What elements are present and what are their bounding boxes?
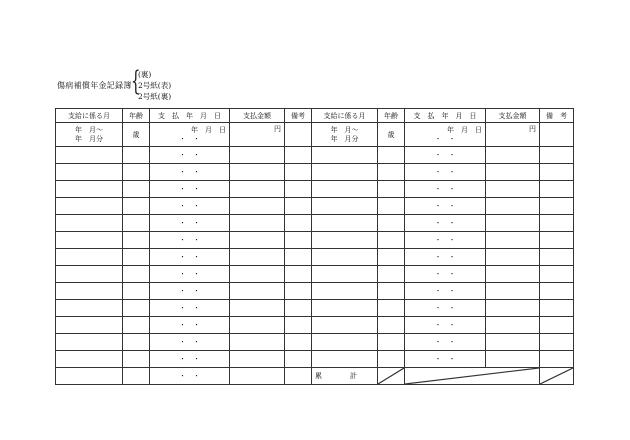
payment-month-cell[interactable] <box>312 300 378 317</box>
age-cell[interactable] <box>123 198 150 215</box>
payment-month-cell[interactable] <box>312 198 378 215</box>
payment-date-cell[interactable] <box>405 351 486 368</box>
date-dots: ・ ・ <box>179 134 200 143</box>
age-cell[interactable] <box>378 123 405 147</box>
table-row <box>56 351 574 368</box>
age-cell[interactable] <box>123 232 150 249</box>
amount-cell[interactable] <box>486 198 540 215</box>
header-remarks: 備考 <box>285 109 312 123</box>
payment-date-cell[interactable] <box>150 266 230 283</box>
payment-month-cell[interactable] <box>56 232 123 249</box>
remarks-cell[interactable] <box>540 164 574 181</box>
payment-month-cell[interactable] <box>56 147 123 164</box>
payment-month-cell[interactable] <box>56 198 123 215</box>
payment-date-cell[interactable] <box>150 147 230 164</box>
age-unit: 歳 <box>387 130 395 139</box>
variant-label: 2号紙(裏) <box>138 92 172 101</box>
amount-cell[interactable] <box>486 123 540 147</box>
remarks-cell[interactable] <box>285 147 312 164</box>
payment-date-cell[interactable] <box>150 123 230 147</box>
date-dots: ・ ・ <box>434 236 456 244</box>
date-dots: ・ ・ <box>179 236 200 244</box>
table-row <box>56 249 574 266</box>
payment-month-cell[interactable] <box>312 317 378 334</box>
amount-cell[interactable] <box>230 317 285 334</box>
remarks-cell[interactable] <box>540 300 574 317</box>
payment-month-cell[interactable] <box>56 351 123 368</box>
date-dots: ・ ・ <box>179 287 200 295</box>
remarks-cell[interactable] <box>540 266 574 283</box>
table-row <box>56 215 574 232</box>
age-cell[interactable] <box>123 164 150 181</box>
payment-date-cell[interactable] <box>405 283 486 300</box>
age-cell[interactable] <box>378 147 405 164</box>
date-dots: ・ ・ <box>434 304 456 312</box>
payment-date-cell[interactable] <box>150 215 230 232</box>
payment-month-cell[interactable] <box>312 283 378 300</box>
date-dots: ・ ・ <box>434 253 456 261</box>
payment-date-cell[interactable] <box>150 368 230 385</box>
remarks-cell[interactable] <box>540 181 574 198</box>
date-dots: ・ ・ <box>434 185 456 193</box>
remarks-cell[interactable] <box>540 249 574 266</box>
remarks-cell[interactable] <box>285 249 312 266</box>
month-from-label: 年 月～ <box>75 125 103 134</box>
date-dots: ・ ・ <box>179 185 200 193</box>
date-dots: ・ ・ <box>434 338 456 346</box>
payment-date-cell[interactable] <box>150 351 230 368</box>
payment-month-cell[interactable] <box>56 215 123 232</box>
payment-date-cell[interactable] <box>405 300 486 317</box>
payment-date-cell[interactable] <box>150 198 230 215</box>
payment-month-cell[interactable] <box>312 164 378 181</box>
age-cell[interactable] <box>378 334 405 351</box>
amount-cell[interactable] <box>230 181 285 198</box>
date-dots: ・ ・ <box>434 168 456 176</box>
amount-cell[interactable] <box>486 334 540 351</box>
amount-cell[interactable] <box>486 147 540 164</box>
age-cell[interactable] <box>378 351 405 368</box>
payment-date-cell[interactable] <box>150 181 230 198</box>
payment-month-cell[interactable] <box>312 249 378 266</box>
payment-month-cell[interactable] <box>56 283 123 300</box>
remarks-cell[interactable] <box>285 317 312 334</box>
date-dots: ・ ・ <box>179 168 200 176</box>
table-row <box>56 181 574 198</box>
document-title: 傷病補償年金記録簿 <box>57 81 132 90</box>
payment-date-cell[interactable] <box>405 334 486 351</box>
table-row <box>56 123 574 147</box>
total-label: 累 計 <box>315 372 357 380</box>
date-dots: ・ ・ <box>179 219 200 227</box>
age-unit: 歳 <box>132 130 140 139</box>
payment-date-cell[interactable] <box>405 249 486 266</box>
header-payment-date: 支 払 年 月 日 <box>405 109 486 123</box>
amount-cell[interactable] <box>230 351 285 368</box>
remarks-cell[interactable] <box>285 351 312 368</box>
date-dots: ・ ・ <box>179 151 200 159</box>
payment-date-cell[interactable] <box>405 215 486 232</box>
payment-month-cell[interactable] <box>312 334 378 351</box>
remarks-cell[interactable] <box>540 123 574 147</box>
date-dots: ・ ・ <box>179 304 200 312</box>
date-label: 年 月 日 <box>447 125 482 134</box>
payment-date-cell[interactable] <box>405 266 486 283</box>
amount-cell[interactable] <box>486 300 540 317</box>
age-cell[interactable] <box>123 300 150 317</box>
date-dots: ・ ・ <box>434 287 456 295</box>
amount-cell[interactable] <box>230 334 285 351</box>
table-row <box>56 300 574 317</box>
amount-cell[interactable] <box>230 232 285 249</box>
remarks-cell[interactable] <box>540 232 574 249</box>
age-cell[interactable] <box>123 215 150 232</box>
payment-month-cell[interactable] <box>312 266 378 283</box>
header-payment-month: 支給に係る月 <box>56 109 123 123</box>
header-age: 年齢 <box>378 109 405 123</box>
age-cell[interactable] <box>123 249 150 266</box>
diagonal-strike <box>378 368 404 384</box>
age-cell[interactable] <box>123 368 150 385</box>
remarks-cell[interactable] <box>285 300 312 317</box>
amount-cell[interactable] <box>486 181 540 198</box>
payment-month-cell[interactable] <box>56 317 123 334</box>
date-dots: ・ ・ <box>179 321 200 329</box>
payment-month-cell[interactable] <box>312 147 378 164</box>
age-cell[interactable] <box>378 215 405 232</box>
table-row <box>56 334 574 351</box>
date-dots: ・ ・ <box>179 202 200 210</box>
payment-month-cell[interactable] <box>56 300 123 317</box>
table-row <box>56 368 574 385</box>
amount-cell[interactable] <box>230 300 285 317</box>
amount-cell[interactable] <box>486 283 540 300</box>
remarks-cell[interactable] <box>540 351 574 368</box>
table-row <box>56 317 574 334</box>
age-cell[interactable] <box>378 164 405 181</box>
month-to-label: 年 月分 <box>330 134 359 143</box>
remarks-cell[interactable] <box>540 334 574 351</box>
age-cell[interactable] <box>378 198 405 215</box>
table-row <box>56 266 574 283</box>
header-amount: 支払金額 <box>486 109 540 123</box>
age-cell[interactable] <box>123 317 150 334</box>
payment-date-cell[interactable] <box>405 147 486 164</box>
payment-month-cell[interactable] <box>312 123 378 147</box>
remarks-cell[interactable] <box>285 232 312 249</box>
remarks-cell[interactable] <box>285 123 312 147</box>
age-cell[interactable] <box>378 317 405 334</box>
amount-cell[interactable] <box>230 198 285 215</box>
amount-cell[interactable] <box>230 164 285 181</box>
date-dots: ・ ・ <box>434 134 456 143</box>
amount-cell[interactable] <box>230 215 285 232</box>
amount-cell[interactable] <box>486 164 540 181</box>
table-row <box>56 164 574 181</box>
header-row <box>56 109 574 123</box>
table-row <box>56 198 574 215</box>
payment-date-cell[interactable] <box>150 164 230 181</box>
payment-date-cell[interactable] <box>405 317 486 334</box>
remarks-cell[interactable] <box>285 164 312 181</box>
brace-mark: { <box>131 66 141 97</box>
date-dots: ・ ・ <box>434 202 456 210</box>
diagonal-strike <box>405 368 539 384</box>
age-cell[interactable] <box>378 249 405 266</box>
variant-label: 2号紙(表) <box>138 81 172 90</box>
payment-month-cell[interactable] <box>312 181 378 198</box>
date-dots: ・ ・ <box>434 321 456 329</box>
payment-date-cell[interactable] <box>405 198 486 215</box>
payment-date-cell[interactable] <box>405 123 486 147</box>
age-cell[interactable] <box>123 334 150 351</box>
remarks-cell[interactable] <box>285 283 312 300</box>
header-payment-month: 支給に係る月 <box>312 109 378 123</box>
date-dots: ・ ・ <box>434 151 456 159</box>
remarks-cell[interactable] <box>285 266 312 283</box>
form-variant-list <box>138 69 171 102</box>
amount-cell[interactable] <box>486 215 540 232</box>
amount-cell[interactable] <box>486 351 540 368</box>
yen-unit: 円 <box>529 125 536 133</box>
age-cell[interactable] <box>378 283 405 300</box>
amount-cell[interactable] <box>230 283 285 300</box>
date-dots: ・ ・ <box>179 338 200 346</box>
table-row <box>56 147 574 164</box>
age-cell[interactable] <box>123 351 150 368</box>
remarks-cell[interactable] <box>540 317 574 334</box>
payment-date-cell[interactable] <box>150 317 230 334</box>
age-cell[interactable] <box>378 181 405 198</box>
payment-month-cell[interactable] <box>56 249 123 266</box>
remarks-cell[interactable] <box>540 215 574 232</box>
header-amount: 支払金額 <box>230 109 285 123</box>
payment-month-cell[interactable] <box>312 351 378 368</box>
amount-cell[interactable] <box>486 232 540 249</box>
diagonal-strike <box>540 368 573 384</box>
total-remarks-cell <box>540 368 574 385</box>
date-dots: ・ ・ <box>179 253 200 261</box>
remarks-cell[interactable] <box>285 215 312 232</box>
month-to-label: 年 月分 <box>75 134 103 143</box>
yen-unit: 円 <box>274 125 281 133</box>
amount-cell[interactable] <box>230 249 285 266</box>
header-payment-date: 支 払 年 月 日 <box>150 109 230 123</box>
remarks-cell[interactable] <box>285 181 312 198</box>
remarks-cell[interactable] <box>285 334 312 351</box>
payment-month-cell[interactable] <box>56 266 123 283</box>
remarks-cell[interactable] <box>285 198 312 215</box>
age-cell[interactable] <box>378 266 405 283</box>
payment-month-cell[interactable] <box>56 123 123 147</box>
payment-month-cell[interactable] <box>312 215 378 232</box>
amount-cell[interactable] <box>486 249 540 266</box>
age-cell[interactable] <box>123 181 150 198</box>
payment-date-cell[interactable] <box>150 334 230 351</box>
amount-cell[interactable] <box>230 123 285 147</box>
date-dots: ・ ・ <box>434 355 456 363</box>
date-dots: ・ ・ <box>179 372 200 380</box>
amount-cell[interactable] <box>230 266 285 283</box>
variant-label: (裏) <box>138 70 152 79</box>
payment-date-cell[interactable] <box>405 232 486 249</box>
payment-date-cell[interactable] <box>150 283 230 300</box>
payment-date-cell[interactable] <box>150 249 230 266</box>
remarks-cell[interactable] <box>540 147 574 164</box>
table-row <box>56 232 574 249</box>
total-label-cell <box>312 368 378 385</box>
payment-month-cell[interactable] <box>56 164 123 181</box>
date-dots: ・ ・ <box>434 219 456 227</box>
header-age: 年齢 <box>123 109 150 123</box>
month-from-label: 年 月～ <box>330 125 359 134</box>
table-row <box>56 283 574 300</box>
date-dots: ・ ・ <box>179 270 200 278</box>
payment-date-cell[interactable] <box>150 232 230 249</box>
payment-date-cell[interactable] <box>405 164 486 181</box>
remarks-cell[interactable] <box>540 283 574 300</box>
payment-month-cell[interactable] <box>56 334 123 351</box>
amount-cell[interactable] <box>230 147 285 164</box>
remarks-cell[interactable] <box>285 368 312 385</box>
remarks-cell[interactable] <box>540 198 574 215</box>
age-cell[interactable] <box>378 300 405 317</box>
amount-cell[interactable] <box>230 368 285 385</box>
date-label: 年 月 日 <box>191 125 226 134</box>
header-remarks: 備 考 <box>540 109 574 123</box>
date-dots: ・ ・ <box>179 355 200 363</box>
age-cell[interactable] <box>123 283 150 300</box>
amount-cell[interactable] <box>486 266 540 283</box>
age-cell[interactable] <box>123 123 150 147</box>
date-dots: ・ ・ <box>434 270 456 278</box>
pension-record-table <box>55 108 574 385</box>
payment-month-cell[interactable] <box>312 232 378 249</box>
payment-month-cell[interactable] <box>56 368 123 385</box>
age-cell[interactable] <box>378 232 405 249</box>
age-cell[interactable] <box>123 147 150 164</box>
payment-date-cell[interactable] <box>405 181 486 198</box>
amount-cell[interactable] <box>486 317 540 334</box>
payment-month-cell[interactable] <box>56 181 123 198</box>
payment-date-cell[interactable] <box>150 300 230 317</box>
total-date-amount-cell <box>405 368 540 385</box>
age-cell[interactable] <box>123 266 150 283</box>
total-age-cell <box>378 368 405 385</box>
